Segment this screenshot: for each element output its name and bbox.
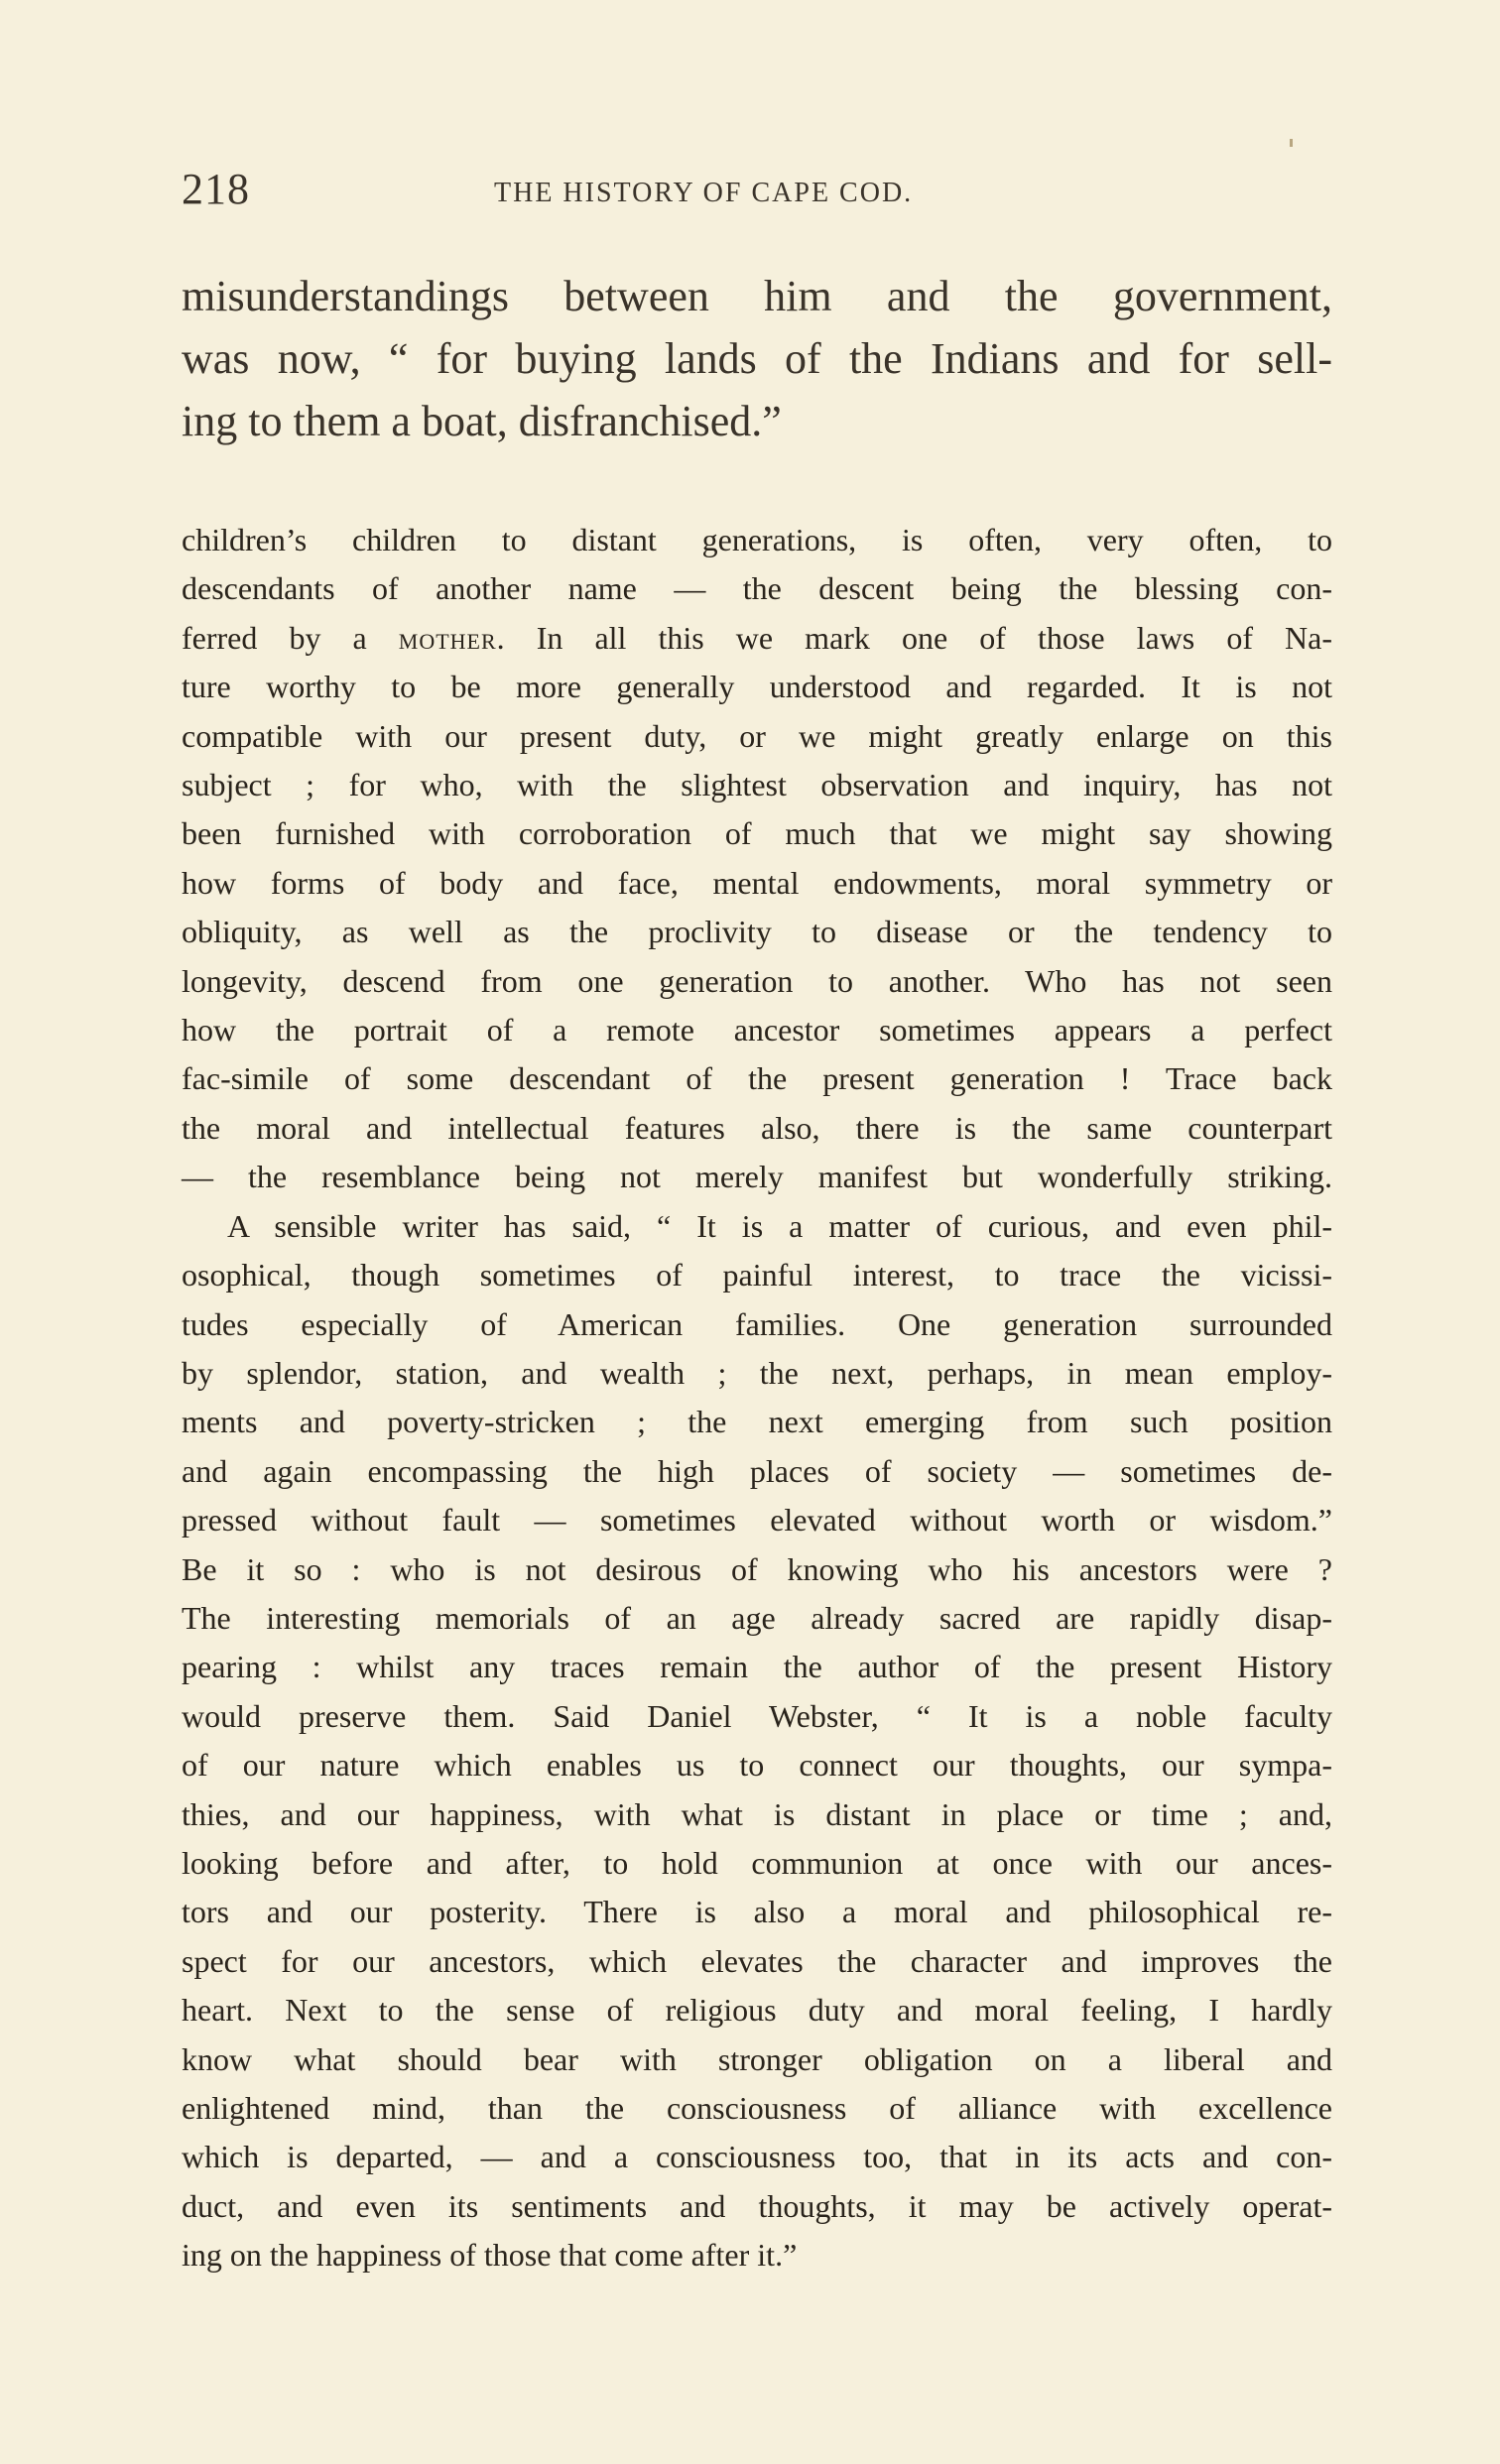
body-line: longevity, descend from one generation to another. Who has not seen — [182, 962, 1332, 999]
body-line: tudes especially of American families. One generation surrounded — [182, 1305, 1332, 1342]
body-line: pressed without fault — sometimes elevated without worth or wisdom.” — [182, 1502, 1332, 1539]
body-line: know what should bear with stronger obligation on a liberal and — [182, 2040, 1332, 2077]
body-line: thies, and our happiness, with what is distant in place or time ; and, — [182, 1795, 1332, 1832]
body-line: tors and our posterity. There is also a moral and philosophical re- — [182, 1894, 1332, 1930]
body-line: ture worthy to be more generally understood and regarded. It is not — [182, 669, 1332, 705]
body-line: compatible with our present duty, or we might greatly enlarge on this — [182, 717, 1332, 754]
body-line: looking before and after, to hold communion at once with our ances- — [182, 1844, 1332, 1881]
body-line: — the resemblance being not merely manifest but wonderfully striking. — [182, 1159, 1332, 1195]
body-line: the moral and intellectual features also, there is the same counterpart — [182, 1109, 1332, 1146]
running-title: THE HISTORY OF CAPE COD. — [494, 178, 914, 208]
small-caps-word: mother — [398, 619, 497, 656]
body-line: would preserve them. Said Daniel Webster, “ It is a noble faculty — [182, 1697, 1332, 1734]
body-line: ferred by a mother. In all this we mark one of those laws of Na- — [182, 619, 1333, 656]
lead-line: misunderstandings between him and the government, — [182, 272, 1332, 320]
body-line: A sensible writer has said, “ It is a matter of curious, and even phil- — [227, 1207, 1332, 1244]
body-line: ing on the happiness of those that come after it.” — [182, 2237, 798, 2274]
lead-line: was now, “ for buying lands of the Indians and for sell- — [182, 334, 1332, 383]
body-line: spect for our ancestors, which elevates the character and improves the — [182, 1942, 1332, 1979]
body-line: of our nature which enables us to connect our thoughts, our sympa- — [182, 1747, 1332, 1784]
body-line: heart. Next to the sense of religious duty and moral feeling, I hardly — [182, 1992, 1332, 2029]
lead-paragraph — [182, 265, 1332, 452]
body-line: which is departed, — and a consciousness too, that in its acts and con- — [182, 2139, 1332, 2175]
page-mark — [1290, 139, 1293, 147]
body-line: duct, and even its sentiments and thoughts, it may be actively operat- — [182, 2187, 1332, 2224]
body-line: pearing : whilst any traces remain the author of the present History — [182, 1649, 1332, 1685]
body-text — [182, 516, 1332, 2280]
body-line: descendants of another name — the descent being the blessing con- — [182, 570, 1332, 607]
body-line: Be it so : who is not desirous of knowing who his ancestors were ? — [182, 1550, 1332, 1587]
body-line: enlightened mind, than the consciousness of alliance with excellence — [182, 2090, 1332, 2126]
body-line: children’s children to distant generations, is often, very often, to — [182, 522, 1332, 557]
body-line: obliquity, as well as the proclivity to disease or the tendency to — [182, 914, 1332, 950]
body-line: and again encompassing the high places of society — sometimes de- — [182, 1452, 1332, 1489]
lead-line: ing to them a boat, disfranchised.” — [182, 397, 782, 445]
body-line: how the portrait of a remote ancestor sometimes appears a perfect — [182, 1012, 1332, 1048]
body-line: how forms of body and face, mental endowments, moral symmetry or — [182, 864, 1332, 901]
page-header — [182, 164, 1332, 223]
body-line: subject ; for who, with the slightest observation and inquiry, has not — [182, 767, 1332, 803]
body-line: osophical, though sometimes of painful interest, to trace the vicissi- — [182, 1257, 1332, 1294]
body-line: fac-simile of some descendant of the present generation ! Trace back — [182, 1060, 1332, 1097]
body-line: been furnished with corroboration of much that we might say showing — [182, 815, 1332, 852]
body-line: by splendor, station, and wealth ; the next, perhaps, in mean employ- — [182, 1354, 1332, 1391]
page-number: 218 — [182, 165, 250, 213]
body-line: ments and poverty-stricken ; the next emerging from such position — [182, 1404, 1332, 1440]
body-line: The interesting memorials of an age already sacred are rapidly disap- — [182, 1599, 1332, 1636]
